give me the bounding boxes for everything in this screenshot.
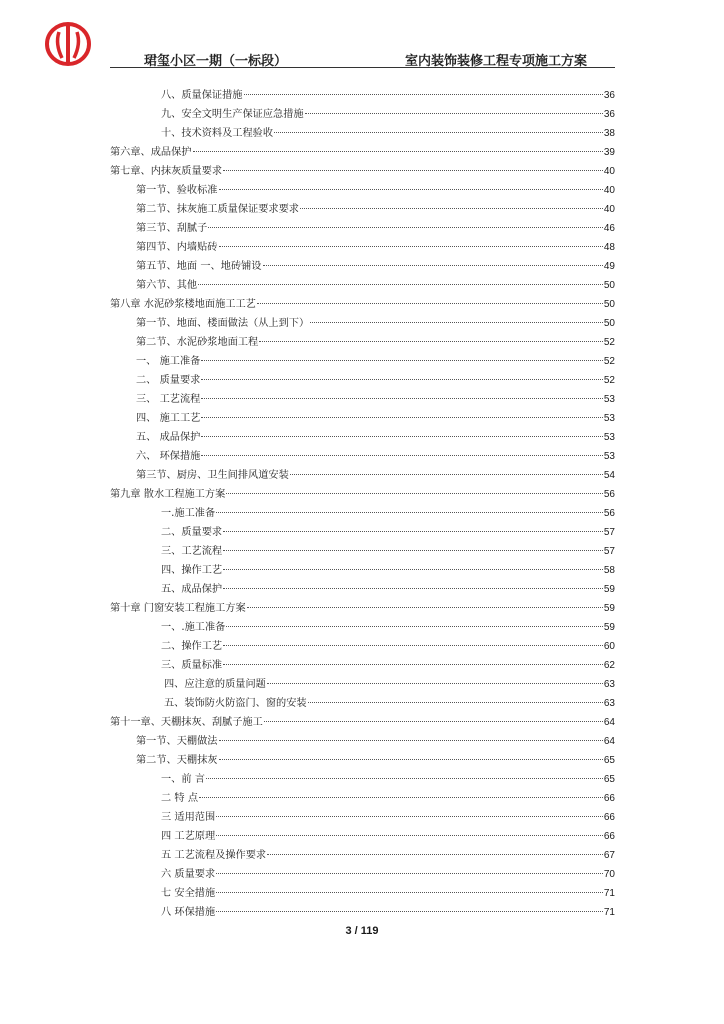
toc-entry-title: 三、 工艺流程: [136, 394, 201, 405]
toc-entry-title: 第三节、厨房、卫生间排风道安装: [136, 470, 289, 481]
toc-entry[interactable]: [110, 297, 615, 313]
toc-entry-title: 第六章、成品保护: [110, 147, 192, 158]
toc-leader-dots: [244, 94, 603, 95]
toc-entry-title: 一.施工准备: [161, 508, 216, 519]
toc-leader-dots: [226, 493, 603, 494]
toc-entry-title: 第二节、天棚抹灰: [136, 755, 218, 766]
toc-entry[interactable]: [136, 259, 615, 275]
toc-leader-dots: [199, 797, 603, 798]
toc-leader-dots: [193, 151, 603, 152]
toc-entry-page: 63: [603, 698, 615, 709]
toc-entry-page: 53: [603, 451, 615, 462]
toc-leader-dots: [305, 113, 603, 114]
toc-leader-dots: [198, 284, 603, 285]
toc-entry[interactable]: [161, 905, 615, 921]
toc-entry-title: 四、操作工艺: [161, 565, 223, 576]
toc-entry-page: 62: [603, 660, 615, 671]
toc-entry[interactable]: [110, 601, 615, 617]
toc-entry-page: 46: [603, 223, 615, 234]
toc-entry-title: 第二节、水泥砂浆地面工程: [136, 337, 259, 348]
toc-entry-title: 第九章 散水工程施工方案: [110, 489, 226, 500]
toc-leader-dots: [201, 379, 603, 380]
toc-entry-title: 六 质量要求: [161, 869, 216, 880]
toc-entry-title: 第七章、内抹灰质量要求: [110, 166, 223, 177]
toc-entry-page: 56: [603, 508, 615, 519]
toc-entry-page: 66: [603, 793, 615, 804]
toc-entry[interactable]: [136, 392, 615, 408]
toc-entry-page: 57: [603, 527, 615, 538]
toc-leader-dots: [223, 664, 603, 665]
toc-leader-dots: [219, 759, 603, 760]
toc-entry[interactable]: [136, 202, 615, 218]
header-divider: [110, 67, 615, 68]
toc-entry-page: 65: [603, 774, 615, 785]
toc-entry-page: 40: [603, 204, 615, 215]
toc-leader-dots: [206, 778, 603, 779]
toc-entry[interactable]: [136, 468, 615, 484]
toc-entry[interactable]: [164, 696, 615, 712]
toc-entry-page: 65: [603, 755, 615, 766]
toc-entry[interactable]: [136, 411, 615, 427]
toc-leader-dots: [267, 854, 603, 855]
toc-entry-title: 五、成品保护: [161, 584, 223, 595]
toc-entry-page: 66: [603, 831, 615, 842]
toc-leader-dots: [226, 626, 603, 627]
toc-entry[interactable]: [161, 582, 615, 598]
toc-leader-dots: [219, 246, 603, 247]
toc-entry-page: 36: [603, 109, 615, 120]
toc-entry-page: 48: [603, 242, 615, 253]
toc-entry-title: 第十一章、天棚抹灰、刮腻子施工: [110, 717, 263, 728]
toc-leader-dots: [263, 265, 603, 266]
toc-leader-dots: [257, 303, 603, 304]
toc-leader-dots: [264, 721, 603, 722]
toc-entry-title: 一、 施工准备: [136, 356, 201, 367]
toc-entry[interactable]: [164, 677, 615, 693]
toc-entry-title: 第八章 水泥砂浆楼地面施工工艺: [110, 299, 256, 310]
toc-entry-title: 二、 质量要求: [136, 375, 201, 386]
toc-entry[interactable]: [136, 753, 615, 769]
toc-entry[interactable]: [136, 183, 615, 199]
toc-entry-page: 49: [603, 261, 615, 272]
toc-entry[interactable]: [161, 126, 615, 142]
toc-leader-dots: [201, 398, 603, 399]
toc-leader-dots: [290, 474, 603, 475]
toc-entry[interactable]: [136, 221, 615, 237]
toc-entry-title: 第四节、内墙贴砖: [136, 242, 218, 253]
toc-leader-dots: [201, 436, 603, 437]
toc-entry[interactable]: [161, 620, 615, 636]
toc-entry-page: 40: [603, 166, 615, 177]
toc-entry[interactable]: [136, 278, 615, 294]
toc-entry[interactable]: [161, 848, 615, 864]
toc-entry-title: 八、质量保证措施: [161, 90, 243, 101]
toc-entry-page: 71: [603, 907, 615, 918]
toc-entry[interactable]: [161, 772, 615, 788]
toc-leader-dots: [308, 702, 603, 703]
toc-entry[interactable]: [161, 639, 615, 655]
toc-entry[interactable]: [161, 563, 615, 579]
toc-leader-dots: [219, 189, 603, 190]
toc-entry[interactable]: [110, 145, 615, 161]
project-name: 珺玺小区一期（一标段）: [144, 54, 288, 69]
toc-entry-page: 50: [603, 280, 615, 291]
toc-leader-dots: [223, 170, 603, 171]
toc-entry-page: 39: [603, 147, 615, 158]
toc-entry-title: 十、技术资料及工程验收: [161, 128, 274, 139]
toc-entry-title: 第一节、天棚做法: [136, 736, 218, 747]
toc-entry-title: 四 工艺原理: [161, 831, 216, 842]
toc-leader-dots: [267, 683, 603, 684]
toc-entry[interactable]: [136, 734, 615, 750]
toc-entry[interactable]: [161, 525, 615, 541]
toc-entry-title: 八 环保措施: [161, 907, 216, 918]
toc-entry-title: 五、 成品保护: [136, 432, 201, 443]
toc-entry-page: 36: [603, 90, 615, 101]
toc-leader-dots: [223, 569, 603, 570]
document-title: 室内装饰装修工程专项施工方案: [404, 54, 587, 69]
toc-entry-page: 52: [603, 375, 615, 386]
toc-entry-page: 57: [603, 546, 615, 557]
toc-entry-page: 53: [603, 394, 615, 405]
toc-leader-dots: [216, 816, 603, 817]
toc-entry[interactable]: [161, 829, 615, 845]
toc-entry-title: 四、应注意的质量问题: [164, 679, 266, 690]
toc-entry-title: 第六节、其他: [136, 280, 198, 291]
toc-leader-dots: [274, 132, 603, 133]
toc-entry-title: 第一节、地面、楼面做法（从上到下）: [136, 318, 310, 329]
toc-entry-page: 66: [603, 812, 615, 823]
toc-entry-title: 第二节、抹灰施工质量保证要求要求: [136, 204, 299, 215]
toc-entry-page: 64: [603, 736, 615, 747]
toc-leader-dots: [216, 835, 603, 836]
toc-entry-page: 50: [603, 299, 615, 310]
page-header: [110, 50, 615, 69]
toc-entry[interactable]: [136, 373, 615, 389]
toc-leader-dots: [259, 341, 603, 342]
toc-entry[interactable]: [161, 810, 615, 826]
toc-entry[interactable]: [161, 506, 615, 522]
toc-entry-page: 38: [603, 128, 615, 139]
toc-entry-page: 52: [603, 356, 615, 367]
toc-entry-title: 四、 施工工艺: [136, 413, 201, 424]
toc-entry-title: 二 特 点: [161, 793, 199, 804]
toc-entry[interactable]: [161, 658, 615, 674]
toc-leader-dots: [219, 740, 603, 741]
toc-entry-page: 40: [603, 185, 615, 196]
toc-entry-title: 三、质量标准: [161, 660, 223, 671]
toc-entry-page: 53: [603, 413, 615, 424]
toc-entry-title: 第一节、验收标准: [136, 185, 218, 196]
toc-leader-dots: [247, 607, 603, 608]
toc-entry-page: 71: [603, 888, 615, 899]
toc-entry[interactable]: [161, 544, 615, 560]
toc-entry[interactable]: [110, 715, 615, 731]
toc-entry-page: 52: [603, 337, 615, 348]
toc-entry-title: 三、工艺流程: [161, 546, 223, 557]
toc-entry-page: 67: [603, 850, 615, 861]
toc-entry-title: 五 工艺流程及操作要求: [161, 850, 267, 861]
toc-entry-title: 三 适用范围: [161, 812, 216, 823]
toc-entry-page: 53: [603, 432, 615, 443]
toc-leader-dots: [201, 360, 603, 361]
toc-entry-title: 七 安全措施: [161, 888, 216, 899]
toc-entry[interactable]: [110, 164, 615, 180]
toc-leader-dots: [300, 208, 603, 209]
toc-leader-dots: [201, 417, 603, 418]
toc-leader-dots: [216, 512, 603, 513]
toc-entry-title: 二、质量要求: [161, 527, 223, 538]
toc-entry-page: 70: [603, 869, 615, 880]
toc-entry[interactable]: [161, 88, 615, 104]
toc-entry[interactable]: [110, 487, 615, 503]
toc-entry-page: 58: [603, 565, 615, 576]
toc-leader-dots: [216, 873, 603, 874]
toc-entry-title: 第三节、刮腻子: [136, 223, 208, 234]
toc-entry-title: 第十章 门窗安装工程施工方案: [110, 603, 246, 614]
toc-entry-page: 59: [603, 603, 615, 614]
toc-leader-dots: [310, 322, 603, 323]
toc-entry-page: 50: [603, 318, 615, 329]
toc-entry[interactable]: [161, 107, 615, 123]
toc-entry[interactable]: [161, 867, 615, 883]
toc-entry-title: 六、 环保措施: [136, 451, 201, 462]
toc-entry[interactable]: [136, 354, 615, 370]
toc-entry-title: 第五节、地面 一、地砖铺设: [136, 261, 262, 272]
toc-entry-page: 56: [603, 489, 615, 500]
toc-entry-title: 五、装饰防火防盗门、窗的安装: [164, 698, 307, 709]
toc-entry[interactable]: [136, 335, 615, 351]
toc-entry-title: 一、前 言: [161, 774, 205, 785]
toc-entry[interactable]: [136, 449, 615, 465]
toc-entry-title: 一、.施工准备: [161, 622, 226, 633]
toc-entry-page: 59: [603, 622, 615, 633]
company-logo-icon: [44, 22, 92, 66]
toc-entry-title: 二、操作工艺: [161, 641, 223, 652]
toc-entry-page: 60: [603, 641, 615, 652]
toc-entry-title: 九、安全文明生产保证应急措施: [161, 109, 304, 120]
toc-entry[interactable]: [136, 316, 615, 332]
page-number: 3 / 119: [345, 925, 379, 937]
toc-entry-page: 64: [603, 717, 615, 728]
toc-entry[interactable]: [161, 791, 615, 807]
toc-leader-dots: [216, 911, 603, 912]
toc-entry-page: 63: [603, 679, 615, 690]
toc-entry[interactable]: [161, 886, 615, 902]
toc-leader-dots: [223, 531, 603, 532]
toc-entry[interactable]: [136, 240, 615, 256]
toc-leader-dots: [216, 892, 603, 893]
toc-entry-page: 59: [603, 584, 615, 595]
toc-leader-dots: [208, 227, 603, 228]
toc-leader-dots: [223, 645, 603, 646]
toc-leader-dots: [223, 550, 603, 551]
toc-entry-page: 54: [603, 470, 615, 481]
toc-leader-dots: [223, 588, 603, 589]
toc-entry[interactable]: [136, 430, 615, 446]
toc-leader-dots: [201, 455, 603, 456]
